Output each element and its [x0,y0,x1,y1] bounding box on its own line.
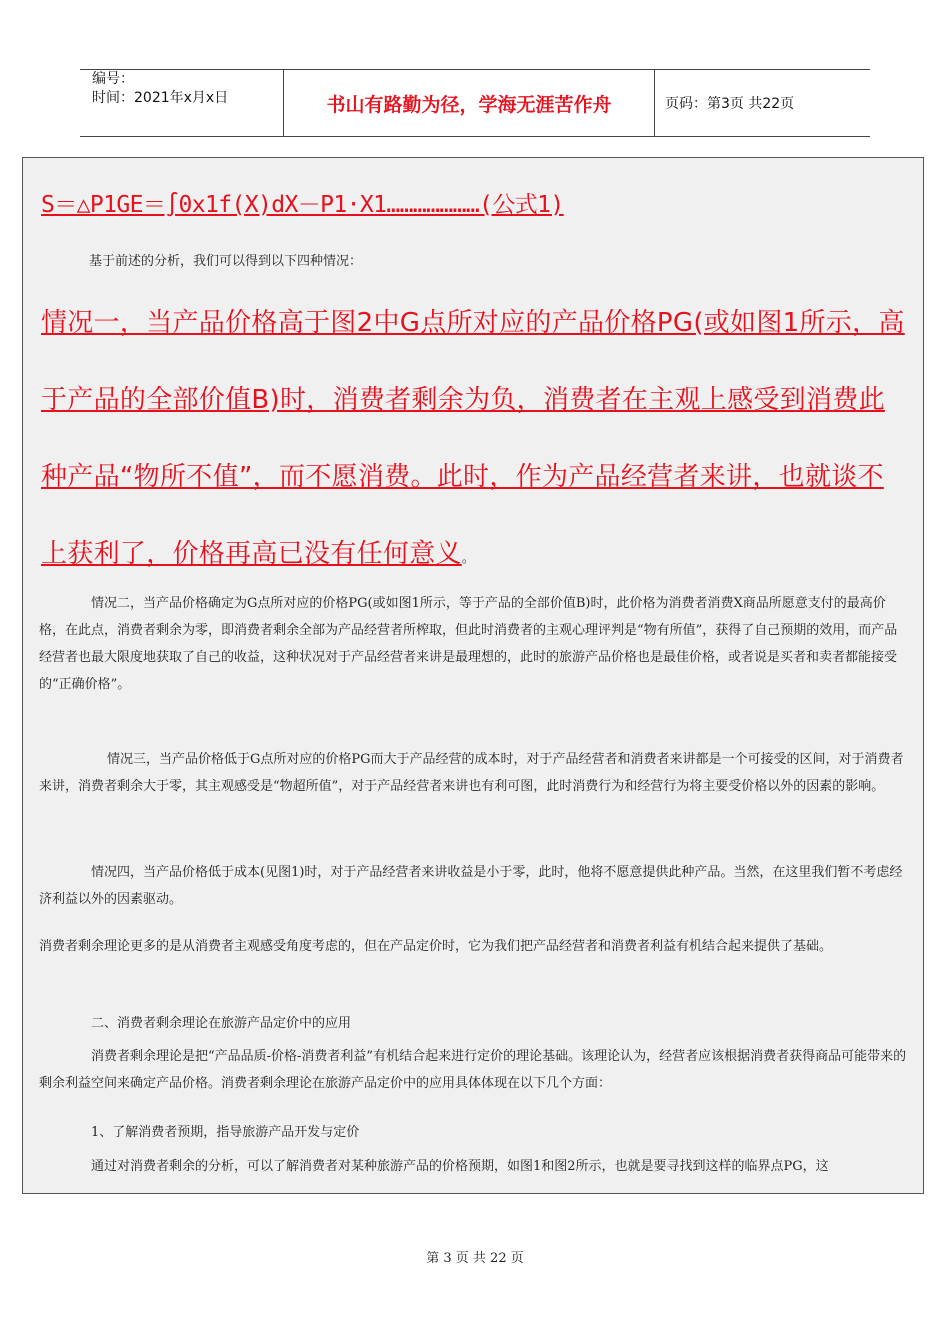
header-motto: 书山有路勤为径，学海无涯苦作舟 [326,94,612,116]
header-meta [92,70,228,108]
document-date-label: 时间：2021年x月x日 [92,90,229,106]
case-one-paragraph [41,285,907,597]
case-one-text: 情况一，当产品价格高于图2中G点所对应的产品价格PG(或如图1所示，高于产品的全部价值B)时，消费者剩余为负，消费者在主观上感受到消费此种产品“物所不值”，而不愿消费。此时，作为产品经营者来讲，也就谈不上获利了，价格再高已没有任何意义 [41,308,905,569]
case-three-paragraph: 情况三，当产品价格低于G点所对应的价格PG而大于产品经营的成本时，对于产品经营者和消费者来讲都是一个可接受的区间，对于消费者来讲，消费者剩余大于零，其主观感受是“物超所值”，对于产品经营者来讲也有利可图，此时消费行为和经营行为将主要受价格以外的因素的影响。 [39,752,904,794]
document-number-label: 编号： [92,71,134,87]
case-one-tail: 。 [461,551,476,566]
page-footer: 第 3 页 共 22 页 [426,1251,524,1266]
case-two-paragraph: 情况二，当产品价格确定为G点所对应的价格PG(或如图1所示，等于产品的全部价值B)时，此价格为消费者消费X商品所愿意支付的最高价格，在此点，消费者剩余为零，即消费者剩余全部为产品经营者所榨取，但此时消费者的主观心理评判是“物有所值”，获得了自己预期的效用，而产品经营者也最大限度地获取了自己的收益，这种状况对于产品经营者来讲是最理想的，此时的旅游产品价格也是最佳价格，或者说是买者和卖者都能接受的“正确价格”。 [39,596,898,692]
subsection-one-paragraph: 通过对消费者剩余的分析，可以了解消费者对某种旅游产品的价格预期，如图1和图2所示，也就是要寻找到这样的临界点PG，这 [91,1159,829,1174]
content-panel [22,157,924,1194]
intro-paragraph [89,248,950,275]
case-four-paragraph: 情况四，当产品价格低于成本(见图1)时，对于产品经营者来讲收益是小于零，此时，他将不愿意提供此种产品。当然，在这里我们暂不考虑经济利益以外的因素驱动。 [39,865,903,907]
summary-paragraph: 消费者剩余理论更多的是从消费者主观感受角度考虑的，但在产品定价时，它为我们把产品经营者和消费者利益有机结合起来提供了基础。 [39,939,833,954]
header-page-info: 页码：第3页 共22页 [665,96,795,112]
formula-1: S＝△P1GE＝∫0x1f(X)dX－P1·X1…………………(公式1) [41,192,564,218]
header-bottom-rule [80,136,870,137]
subsection-one-heading: 1、了解消费者预期，指导旅游产品开发与定价 [91,1125,360,1140]
intro-text: 基于前述的分析，我们可以得到以下四种情况： [89,254,363,269]
section-two-paragraph: 消费者剩余理论是把“产品品质-价格-消费者利益”有机结合起来进行定价的理论基础。该理论认为，经营者应该根据消费者获得商品可能带来的剩余利益空间来确定产品价格。消费者剩余理论在旅游产品定价中的应用具体体现在以下几个方面： [39,1049,907,1091]
section-two-heading: 二、消费者剩余理论在旅游产品定价中的应用 [91,1016,352,1031]
header-divider-right [654,69,655,137]
